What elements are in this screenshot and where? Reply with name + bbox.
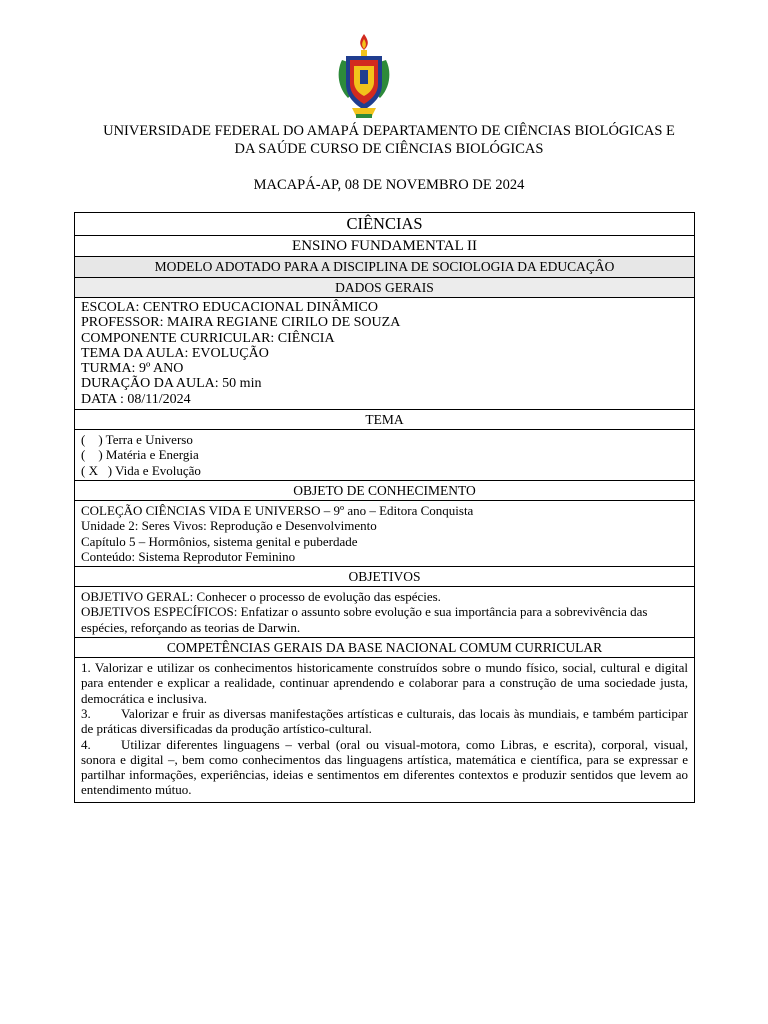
- university-crest-icon: [334, 32, 394, 120]
- competency-text: Utilizar diferentes linguagens – verbal (oral ou visual-motora, como Libras, e escrita), corporal, visual, sonora e digital –, bem como conhecimentos das linguagens artística, matemática e científica, para se expressar e partilhar informações, experiências, ideias e sentimentos em diferentes contextos e produzir sentidos que levem ao entendimento mútuo.: [81, 736, 688, 798]
- competency-1: 1. Valorizar e utilizar os conhecimentos historicamente construídos sobre o mundo físico, social, cultural e digital para entender e explicar a realidade, continuar aprendendo e colaborar para a construção de uma sociedade justa, democrática e inclusiva.: [81, 660, 688, 706]
- place-date: MACAPÁ-AP, 08 DE NOVEMBRO DE 2024: [253, 177, 525, 193]
- theme-option: ( X ) Vida e Evolução: [81, 462, 201, 478]
- theme-cell: [75, 430, 695, 481]
- competency-4: [81, 737, 688, 798]
- objectives-cell: [75, 587, 695, 638]
- theme-option: ( ) Terra e Universo: [81, 432, 193, 448]
- class-line: TURMA: 9º ANO: [81, 361, 184, 377]
- date-line: DATA : 08/11/2024: [81, 391, 191, 407]
- competencies-heading: COMPETÊNCIAS GERAIS DA BASE NACIONAL COMUM CURRICULAR: [75, 638, 695, 658]
- school-line: ESCOLA: CENTRO EDUCACIONAL DINÂMICO: [81, 300, 378, 315]
- knowledge-line: COLEÇÃO CIÊNCIAS VIDA E UNIVERSO – 9º ano – Editora Conquista: [81, 502, 474, 518]
- general-data-cell: [75, 298, 695, 410]
- lesson-plan-table: [74, 212, 695, 803]
- theme-heading: TEMA: [75, 410, 695, 430]
- knowledge-cell: [75, 500, 695, 566]
- component-line: COMPONENTE CURRICULAR: CIÊNCIA: [81, 330, 335, 346]
- competency-text: Valorizar e fruir as diversas manifestações artísticas e culturais, das locais às mundiais, e também participar de práticas diversificadas da produção artístico-cultural.: [81, 705, 688, 737]
- theme-option: ( ) Matéria e Energia: [81, 447, 199, 463]
- objectives-heading: OBJETIVOS: [75, 567, 695, 587]
- model-heading: MODELO ADOTADO PARA A DISCIPLINA DE SOCIOLOGIA DA EDUCAÇÂO: [75, 257, 695, 278]
- specific-objectives: OBJETIVOS ESPECÍFICOS: Enfatizar o assunto sobre evolução e sua importância para a sobrevivência das espécies, reforçando as teorias de Darwin.: [81, 604, 648, 635]
- institution-heading: UNIVERSIDADE FEDERAL DO AMAPÁ DEPARTAMENTO DE CIÊNCIAS BIOLÓGICAS E DA SAÚDE CURSO DE CIÊNCIAS BIOLÓGICAS: [103, 123, 675, 157]
- general-data-heading: DADOS GERAIS: [75, 278, 695, 298]
- general-objective: OBJETIVO GERAL: Conhecer o processo de evolução das espécies.: [81, 589, 441, 605]
- competency-number: 4.: [81, 736, 91, 752]
- teacher-line: PROFESSOR: MAIRA REGIANE CIRILO DE SOUZA: [81, 315, 401, 331]
- table-level: ENSINO FUNDAMENTAL II: [75, 236, 695, 257]
- competency-3: [81, 706, 688, 737]
- knowledge-heading: OBJETO DE CONHECIMENTO: [75, 480, 695, 500]
- duration-line: DURAÇÃO DA AULA: 50 min: [81, 376, 262, 392]
- knowledge-line: Unidade 2: Seres Vivos: Reprodução e Desenvolvimento: [81, 518, 377, 534]
- table-title: CIÊNCIAS: [75, 213, 695, 236]
- knowledge-line: Capítulo 5 – Hormônios, sistema genital e puberdade: [81, 533, 358, 549]
- topic-line: TEMA DA AULA: EVOLUÇÃO: [81, 345, 269, 361]
- competencies-cell: [75, 658, 695, 803]
- competency-number: 3.: [81, 705, 91, 721]
- knowledge-line: Conteúdo: Sistema Reprodutor Feminino: [81, 548, 296, 564]
